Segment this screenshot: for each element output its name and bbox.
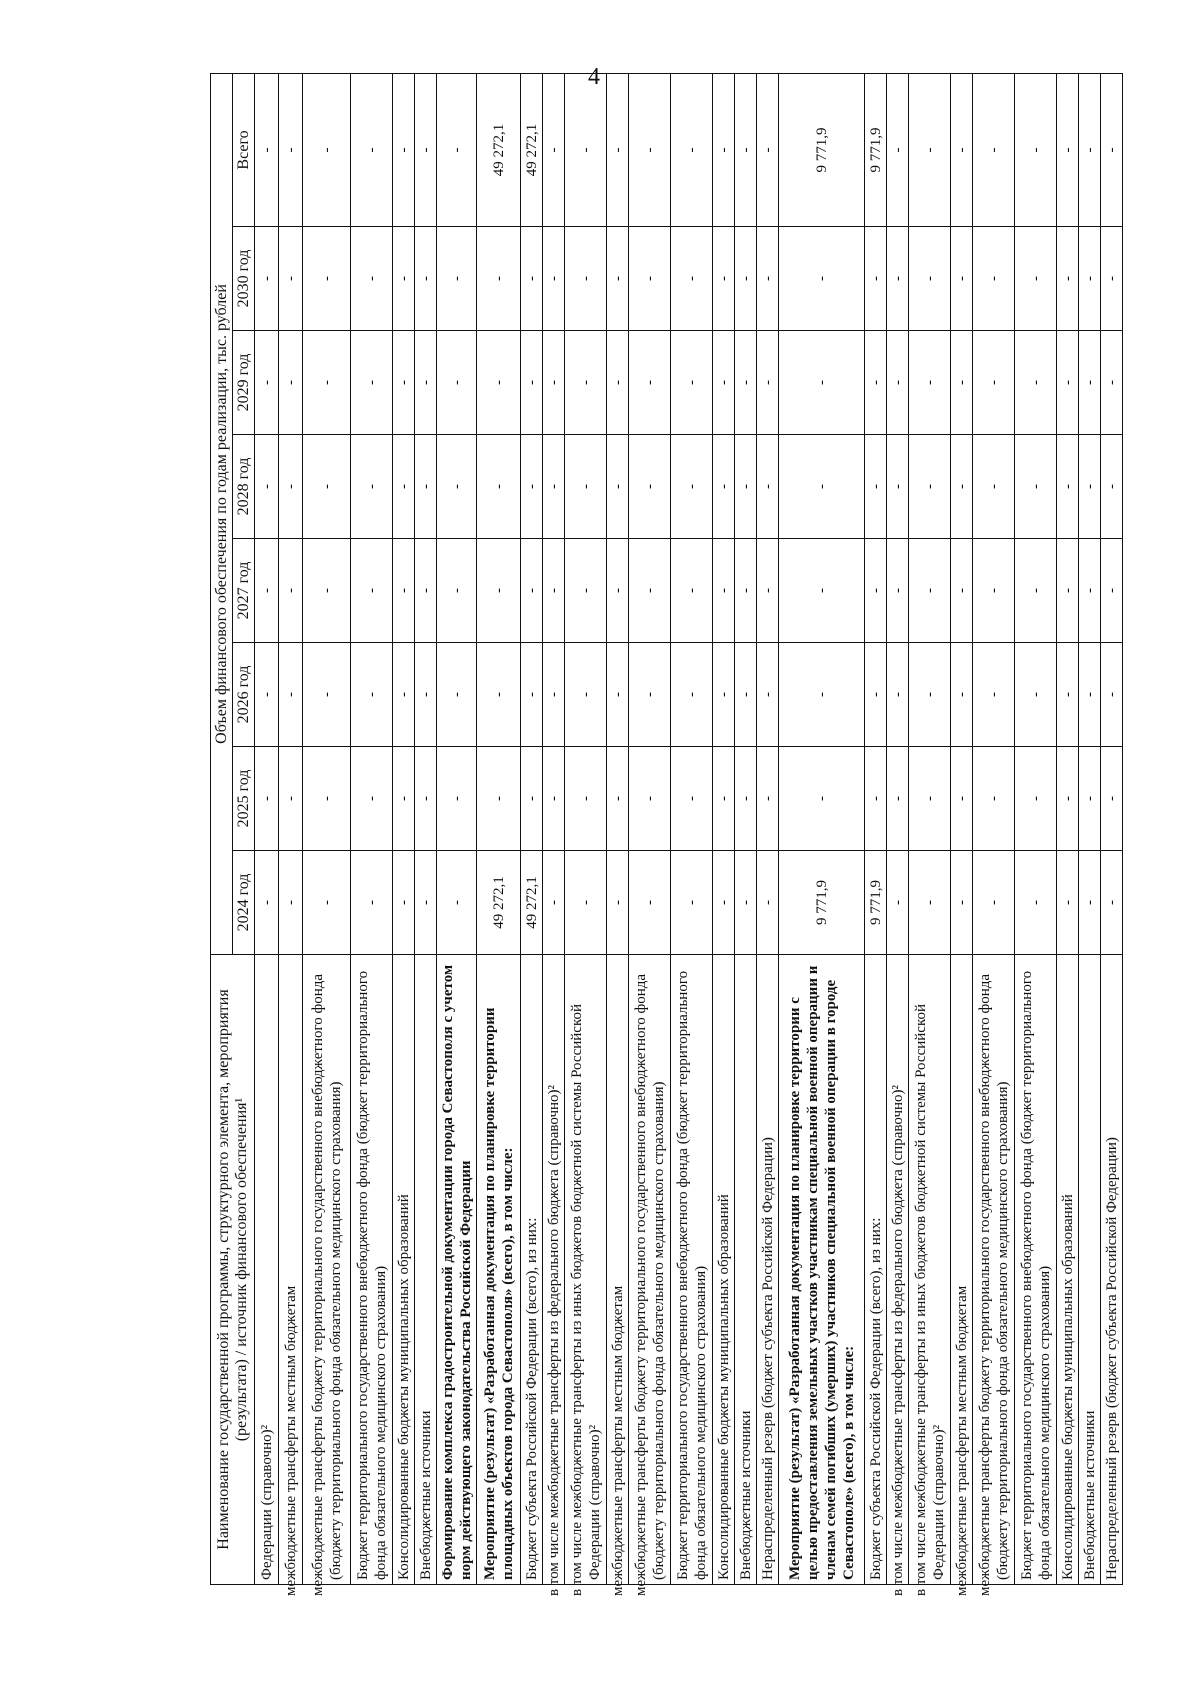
year-value-cell: - [735,851,757,955]
table-row [1015,73,1057,1584]
year-value-cell: - [629,227,671,331]
total-value-cell: - [973,73,1015,226]
year-value-cell: - [1079,747,1101,851]
year-value-cell: - [543,435,565,539]
year-value-cell: - [909,851,951,955]
year-value-cell: - [1101,643,1123,747]
row-label: Внебюджетные источники [735,955,757,1585]
year-value-cell: - [521,331,543,435]
year-value-cell: - [393,747,415,851]
table-row [865,73,887,1584]
year-value-cell: - [303,227,351,331]
year-value-cell: - [671,747,713,851]
year-value-cell: - [909,331,951,435]
total-value-cell: - [565,73,607,226]
year-value-cell: - [393,643,415,747]
header-year: 2028 год [233,435,255,539]
year-value-cell: - [521,643,543,747]
year-value-cell: - [1015,435,1057,539]
row-label: Нераспределенный резерв (бюджет субъекта Российской Федерации) [1101,955,1123,1585]
year-value-cell: - [255,539,279,643]
year-value-cell: - [415,851,437,955]
year-value-cell: - [351,435,393,539]
year-value-cell: - [1057,331,1079,435]
table-row [735,73,757,1584]
total-value-cell: - [393,73,415,226]
row-label: межбюджетные трансферты бюджету территориального государственного внебюджетного фонда (бюджету территориального фонда обязательного медицинского страхования) [973,955,1015,1585]
row-label: Мероприятие (результат) «Разработанная документация по планировке территории площадных объектов города Севастополя» (всего), в том числе: [477,955,521,1585]
table-row [543,73,565,1584]
table-row [607,73,629,1584]
total-value-cell: - [543,73,565,226]
year-value-cell: - [255,851,279,955]
header-year: 2024 год [233,851,255,955]
year-value-cell: - [735,435,757,539]
year-value-cell: - [543,331,565,435]
total-value-cell: 49 272,1 [521,73,543,226]
table-row [437,73,477,1584]
row-label: в том числе межбюджетные трансферты из иных бюджетов бюджетной системы Российской Федерации (справочно)² [909,955,951,1585]
year-value-cell: - [477,747,521,851]
year-value-cell: - [865,643,887,747]
year-value-cell: - [1057,851,1079,955]
year-value-cell: - [437,435,477,539]
year-value-cell: - [951,747,973,851]
row-label: межбюджетные трансферты бюджету территориального государственного внебюджетного фонда (бюджету территориального фонда обязательного медицинского страхования) [303,955,351,1585]
year-value-cell: - [303,747,351,851]
year-value-cell: - [951,227,973,331]
year-value-cell: - [951,643,973,747]
total-value-cell: - [909,73,951,226]
year-value-cell: - [303,435,351,539]
year-value-cell: - [279,539,303,643]
year-value-cell: - [1079,643,1101,747]
year-value-cell: - [279,331,303,435]
year-value-cell: - [607,435,629,539]
table-row [1101,73,1123,1584]
year-value-cell: - [757,851,779,955]
table-row [779,73,865,1584]
year-value-cell: - [779,435,865,539]
year-value-cell: - [629,851,671,955]
year-value-cell: - [713,539,735,643]
year-value-cell: - [303,643,351,747]
year-value-cell: - [543,643,565,747]
year-value-cell: - [1101,539,1123,643]
year-value-cell: - [351,851,393,955]
year-value-cell: - [437,851,477,955]
year-value-cell: - [757,643,779,747]
total-value-cell: - [713,73,735,226]
table-row [951,73,973,1584]
year-value-cell: - [477,539,521,643]
year-value-cell: - [951,435,973,539]
year-value-cell: - [735,331,757,435]
table-row [1057,73,1079,1584]
total-value-cell: - [671,73,713,226]
year-value-cell: - [887,851,909,955]
row-label: Внебюджетные источники [1079,955,1101,1585]
year-value-cell: - [865,331,887,435]
table-row [909,73,951,1584]
year-value-cell: - [477,227,521,331]
year-value-cell: - [543,851,565,955]
year-value-cell: - [1101,747,1123,851]
year-value-cell: - [393,435,415,539]
year-value-cell: - [1101,435,1123,539]
year-value-cell: - [607,227,629,331]
year-value-cell: - [671,435,713,539]
year-value-cell: - [629,539,671,643]
year-value-cell: - [279,435,303,539]
table-row [671,73,713,1584]
total-value-cell: - [629,73,671,226]
row-label: межбюджетные трансферты местным бюджетам [951,955,973,1585]
year-value-cell: - [629,643,671,747]
year-value-cell: - [351,227,393,331]
row-label: Внебюджетные источники [415,955,437,1585]
total-value-cell: - [303,73,351,226]
financing-table [210,73,1123,1596]
year-value-cell: - [1079,851,1101,955]
row-label: в том числе межбюджетные трансферты из федерального бюджета (справочно)² [887,955,909,1585]
year-value-cell: - [351,643,393,747]
row-label: в том числе межбюджетные трансферты из федерального бюджета (справочно)² [543,955,565,1585]
year-value-cell: - [887,435,909,539]
year-value-cell: - [565,643,607,747]
year-value-cell: - [757,227,779,331]
year-value-cell: - [1015,331,1057,435]
year-value-cell: - [1057,643,1079,747]
total-value-cell: - [735,73,757,226]
table-row [477,73,521,1584]
total-value-cell: 49 272,1 [477,73,521,226]
header-year: 2026 год [233,643,255,747]
year-value-cell: - [393,227,415,331]
header-financing-group: Объем финансового обеспечения по годам реализации, тыс. рублей [211,73,233,954]
year-value-cell: - [565,539,607,643]
year-value-cell: - [543,747,565,851]
year-value-cell: - [415,227,437,331]
table-row [629,73,671,1584]
table-body [255,73,1123,1596]
year-value-cell: - [951,539,973,643]
row-label: Консолидированные бюджеты муниципальных образований [713,955,735,1585]
year-value-cell: - [629,435,671,539]
year-value-cell: - [1057,539,1079,643]
year-value-cell: - [255,747,279,851]
table-row [521,73,543,1584]
year-value-cell: - [973,227,1015,331]
year-value-cell: - [521,435,543,539]
year-value-cell: - [437,331,477,435]
year-value-cell: - [779,747,865,851]
total-value-cell: - [437,73,477,226]
year-value-cell: - [887,539,909,643]
table-row [757,73,779,1584]
year-value-cell: - [1079,435,1101,539]
row-label: Нераспределенный резерв (бюджет субъекта Российской Федерации) [757,955,779,1585]
header-year: 2025 год [233,747,255,851]
row-label: Консолидированные бюджеты муниципальных образований [1057,955,1079,1585]
year-value-cell: - [973,539,1015,643]
year-value-cell: - [1015,747,1057,851]
year-value-cell: - [887,331,909,435]
year-value-cell: - [671,539,713,643]
year-value-cell: - [951,851,973,955]
year-value-cell: - [713,747,735,851]
table-row [255,73,279,1584]
year-value-cell: - [1057,747,1079,851]
year-value-cell: - [565,851,607,955]
year-value-cell: - [303,539,351,643]
year-value-cell: - [779,643,865,747]
year-value-cell: - [415,643,437,747]
year-value-cell: - [757,331,779,435]
year-value-cell: - [543,227,565,331]
header-total: Всего [233,73,255,226]
table-row [1079,73,1101,1584]
year-value-cell: - [1101,331,1123,435]
year-value-cell: - [909,539,951,643]
row-label: Бюджет субъекта Российской Федерации (всего), из них: [865,955,887,1585]
total-value-cell: - [351,73,393,226]
total-value-cell: - [1079,73,1101,226]
year-value-cell: - [255,435,279,539]
header-year: 2030 год [233,227,255,331]
year-value-cell: - [303,331,351,435]
row-label: Бюджет субъекта Российской Федерации (всего), из них: [521,955,543,1585]
year-value-cell: - [909,435,951,539]
year-value-cell: - [1101,851,1123,955]
year-value-cell: - [565,435,607,539]
year-value-cell: - [607,851,629,955]
year-value-cell: - [735,747,757,851]
year-value-cell: - [255,227,279,331]
row-label: Формирование комплекса градостроительной документации города Севастополя с учетом норм действующего законодательства Российской Федерации [437,955,477,1585]
row-label: Бюджет территориального государственного внебюджетного фонда (бюджет территориального фонда обязательного медицинского страхования) [671,955,713,1585]
year-value-cell: - [671,331,713,435]
total-value-cell: 9 771,9 [865,73,887,226]
year-value-cell: 9 771,9 [779,851,865,955]
row-label: Консолидированные бюджеты муниципальных образований [393,955,415,1585]
table-row [713,73,735,1584]
year-value-cell: - [607,539,629,643]
year-value-cell: - [565,331,607,435]
total-value-cell: - [1057,73,1079,226]
year-value-cell: - [887,227,909,331]
year-value-cell: - [973,331,1015,435]
year-value-cell: 9 771,9 [865,851,887,955]
table-row [565,73,607,1584]
year-value-cell: - [735,539,757,643]
year-value-cell: - [279,851,303,955]
year-value-cell: - [415,747,437,851]
year-value-cell: - [279,747,303,851]
year-value-cell: - [865,539,887,643]
year-value-cell: - [909,747,951,851]
year-value-cell: 49 272,1 [477,851,521,955]
row-label: Бюджет территориального государственного внебюджетного фонда (бюджет территориального фонда обязательного медицинского страхования) [1015,955,1057,1585]
total-value-cell: - [415,73,437,226]
total-value-cell: - [1015,73,1057,226]
year-value-cell: - [1079,227,1101,331]
year-value-cell: - [713,331,735,435]
year-value-cell: - [909,227,951,331]
row-label: Мероприятие (результат) «Разработанная документация по планировке территории с целью предоставления земельных участков участникам специальной военной операции и членам семей погибших (умерших) участников специальной военной операции в городе Севастополе» (всего), в том числе: [779,955,865,1585]
year-value-cell: - [713,851,735,955]
header-name-column: Наименование государственной программы, структурного элемента, мероприятия (результата) / источник финансового обеспечения¹ [211,955,255,1585]
year-value-cell: - [735,643,757,747]
year-value-cell: - [303,851,351,955]
year-value-cell: - [521,227,543,331]
year-value-cell: - [671,851,713,955]
year-value-cell: - [437,539,477,643]
year-value-cell: - [415,331,437,435]
year-value-cell: - [779,227,865,331]
year-value-cell: - [779,539,865,643]
year-value-cell: - [671,643,713,747]
year-value-cell: - [909,643,951,747]
year-value-cell: - [477,331,521,435]
total-value-cell: - [255,73,279,226]
year-value-cell: - [1015,227,1057,331]
year-value-cell: - [1101,227,1123,331]
total-value-cell: - [887,73,909,226]
year-value-cell: - [757,747,779,851]
year-value-cell: - [757,435,779,539]
row-label: межбюджетные трансферты местным бюджетам [607,955,629,1585]
year-value-cell: - [415,435,437,539]
header-year: 2029 год [233,331,255,435]
year-value-cell: - [351,539,393,643]
total-value-cell: - [279,73,303,226]
year-value-cell: - [865,227,887,331]
year-value-cell: - [1015,851,1057,955]
header-year: 2027 год [233,539,255,643]
year-value-cell: - [607,643,629,747]
year-value-cell: - [1079,539,1101,643]
year-value-cell: - [887,747,909,851]
year-value-cell: - [629,747,671,851]
year-value-cell: - [607,331,629,435]
year-value-cell: - [1015,643,1057,747]
year-value-cell: - [607,747,629,851]
year-value-cell: - [565,227,607,331]
year-value-cell: - [393,851,415,955]
total-value-cell: - [951,73,973,226]
year-value-cell: - [713,643,735,747]
year-value-cell: - [521,539,543,643]
year-value-cell: - [1057,227,1079,331]
table-row [303,73,351,1584]
year-value-cell: - [1015,539,1057,643]
year-value-cell: - [865,747,887,851]
year-value-cell: - [393,331,415,435]
year-value-cell: - [437,747,477,851]
year-value-cell: - [393,539,415,643]
row-label: межбюджетные трансферты местным бюджетам [279,955,303,1585]
year-value-cell: - [1057,435,1079,539]
row-label: в том числе межбюджетные трансферты из иных бюджетов бюджетной системы Российской Федерации (справочно)² [565,955,607,1585]
year-value-cell: - [437,227,477,331]
total-value-cell: - [1101,73,1123,226]
row-label: межбюджетные трансферты бюджету территориального государственного внебюджетного фонда (бюджету территориального фонда обязательного медицинского страхования) [629,955,671,1585]
page-number: 4 [588,64,600,90]
total-value-cell: - [757,73,779,226]
year-value-cell: - [437,643,477,747]
year-value-cell: - [415,539,437,643]
year-value-cell: - [279,227,303,331]
year-value-cell: - [255,643,279,747]
year-value-cell: - [629,331,671,435]
year-value-cell: - [973,851,1015,955]
year-value-cell: - [279,643,303,747]
year-value-cell: - [757,539,779,643]
year-value-cell: - [255,331,279,435]
year-value-cell: - [713,227,735,331]
year-value-cell: - [951,331,973,435]
rotated-table-container [210,74,1120,1596]
table-row [351,73,393,1584]
header-row-group [211,73,233,1584]
year-value-cell: - [973,747,1015,851]
year-value-cell: - [351,747,393,851]
year-value-cell: - [671,227,713,331]
year-value-cell: - [351,331,393,435]
year-value-cell: - [973,643,1015,747]
year-value-cell: 49 272,1 [521,851,543,955]
year-value-cell: - [973,435,1015,539]
year-value-cell: - [865,435,887,539]
row-label: Бюджет территориального государственного внебюджетного фонда (бюджет территориального фонда обязательного медицинского страхования) [351,955,393,1585]
table-row [279,73,303,1584]
table-row [973,73,1015,1584]
year-value-cell: - [543,539,565,643]
year-value-cell: - [477,435,521,539]
year-value-cell: - [521,747,543,851]
total-value-cell: 9 771,9 [779,73,865,226]
year-value-cell: - [1079,331,1101,435]
year-value-cell: - [779,331,865,435]
year-value-cell: - [887,643,909,747]
table-row [415,73,437,1584]
table-row [393,73,415,1584]
table-row [887,73,909,1584]
total-value-cell: - [607,73,629,226]
year-value-cell: - [713,435,735,539]
row-label: Федерации (справочно)² [255,955,279,1585]
year-value-cell: - [477,643,521,747]
year-value-cell: - [735,227,757,331]
year-value-cell: - [565,747,607,851]
